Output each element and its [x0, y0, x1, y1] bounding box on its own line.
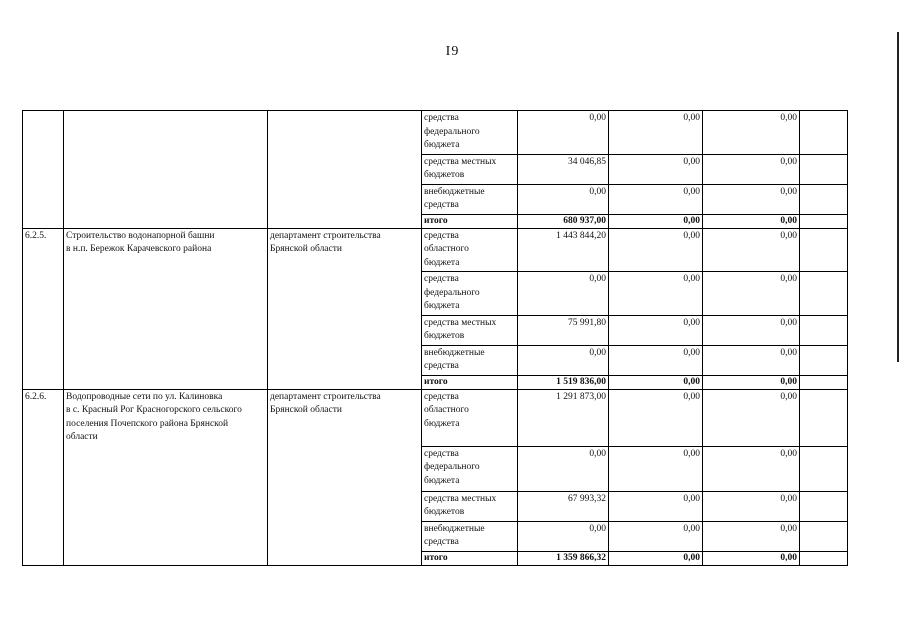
budget-table-body [23, 111, 848, 566]
empty-cell [800, 446, 848, 491]
funding-source: итого [422, 551, 518, 565]
budget-table [22, 110, 848, 566]
empty-cell [800, 521, 848, 551]
funding-source: внебюджетные средства [422, 521, 518, 551]
amount-year-1: 67 993,32 [518, 491, 609, 521]
amount-year-3: 0,00 [703, 345, 800, 375]
empty-cell [800, 491, 848, 521]
empty-cell [800, 228, 848, 272]
funding-row [23, 111, 848, 155]
amount-year-1: 1 359 866,32 [518, 551, 609, 565]
funding-source: внебюджетные средства [422, 184, 518, 214]
amount-year-2: 0,00 [609, 315, 703, 345]
empty-cell [800, 315, 848, 345]
empty-cell [800, 389, 848, 446]
empty-cell [800, 111, 848, 155]
funding-source: средства местных бюджетов [422, 315, 518, 345]
funding-source: средства федерального бюджета [422, 272, 518, 316]
empty-cell [800, 375, 848, 389]
amount-year-2: 0,00 [609, 184, 703, 214]
amount-year-3: 0,00 [703, 214, 800, 228]
amount-year-1: 680 937,00 [518, 214, 609, 228]
funding-source: итого [422, 214, 518, 228]
object-name [64, 111, 268, 229]
empty-cell [800, 551, 848, 565]
amount-year-2: 0,00 [609, 345, 703, 375]
amount-year-2: 0,00 [609, 228, 703, 272]
funding-source: итого [422, 375, 518, 389]
amount-year-3: 0,00 [703, 315, 800, 345]
amount-year-3: 0,00 [703, 154, 800, 184]
amount-year-2: 0,00 [609, 272, 703, 316]
item-code [23, 111, 64, 229]
amount-year-3: 0,00 [703, 184, 800, 214]
page-edge-rule [897, 32, 899, 362]
empty-cell [800, 184, 848, 214]
amount-year-2: 0,00 [609, 111, 703, 155]
empty-cell [800, 154, 848, 184]
amount-year-2: 0,00 [609, 375, 703, 389]
amount-year-1: 0,00 [518, 272, 609, 316]
amount-year-1: 0,00 [518, 345, 609, 375]
funding-source: средства областного бюджета [422, 228, 518, 272]
amount-year-1: 0,00 [518, 521, 609, 551]
funding-row [23, 228, 848, 272]
amount-year-2: 0,00 [609, 214, 703, 228]
funding-source: средства федерального бюджета [422, 446, 518, 491]
amount-year-2: 0,00 [609, 389, 703, 446]
empty-cell [800, 345, 848, 375]
empty-cell [800, 272, 848, 316]
amount-year-3: 0,00 [703, 228, 800, 272]
amount-year-1: 1 443 844,20 [518, 228, 609, 272]
amount-year-1: 75 991,80 [518, 315, 609, 345]
amount-year-3: 0,00 [703, 375, 800, 389]
amount-year-3: 0,00 [703, 521, 800, 551]
funding-source: средства федерального бюджета [422, 111, 518, 155]
amount-year-2: 0,00 [609, 491, 703, 521]
funding-row [23, 389, 848, 446]
amount-year-3: 0,00 [703, 389, 800, 446]
amount-year-2: 0,00 [609, 521, 703, 551]
page-number: I9 [445, 44, 460, 59]
funding-source: внебюджетные средства [422, 345, 518, 375]
amount-year-2: 0,00 [609, 446, 703, 491]
amount-year-1: 34 046,85 [518, 154, 609, 184]
amount-year-2: 0,00 [609, 154, 703, 184]
amount-year-3: 0,00 [703, 446, 800, 491]
amount-year-1: 1 519 836,00 [518, 375, 609, 389]
amount-year-1: 1 291 873,00 [518, 389, 609, 446]
empty-cell [800, 214, 848, 228]
amount-year-3: 0,00 [703, 272, 800, 316]
item-code: 6.2.5. [23, 228, 64, 389]
amount-year-1: 0,00 [518, 446, 609, 491]
funding-source: средства местных бюджетов [422, 154, 518, 184]
amount-year-3: 0,00 [703, 491, 800, 521]
funding-source: средства местных бюджетов [422, 491, 518, 521]
item-code: 6.2.6. [23, 389, 64, 565]
executor-name [268, 111, 422, 229]
amount-year-3: 0,00 [703, 111, 800, 155]
funding-source: средства областного бюджета [422, 389, 518, 446]
amount-year-2: 0,00 [609, 551, 703, 565]
amount-year-1: 0,00 [518, 184, 609, 214]
executor-name: департамент строительства Брянской области [268, 389, 422, 565]
executor-name: департамент строительства Брянской области [268, 228, 422, 389]
object-name: Водопроводные сети по ул. Калиновка в с. Красный Рог Красногорского сельского поселения Почепского района Брянской области [64, 389, 268, 565]
object-name: Строительство водонапорной башни в н.п. Бережок Карачевского района [64, 228, 268, 389]
amount-year-1: 0,00 [518, 111, 609, 155]
amount-year-3: 0,00 [703, 551, 800, 565]
